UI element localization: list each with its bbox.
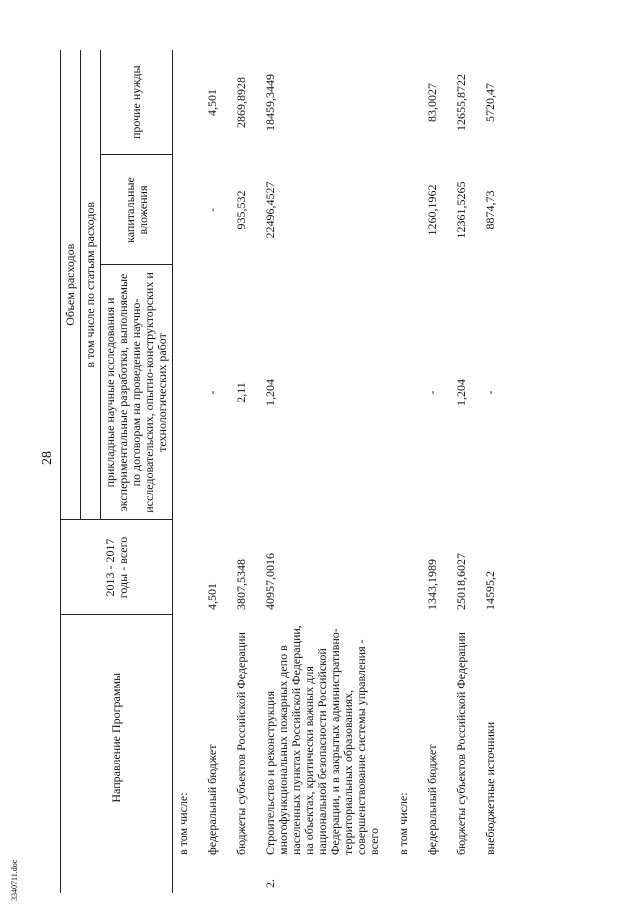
- row-direction: бюджеты субъектов Российской Федерации: [454, 632, 468, 855]
- row-total: 1343,1989: [425, 559, 439, 610]
- doc-id: 3340711.doc: [10, 859, 19, 901]
- table-row: [451, 50, 480, 893]
- row-direction: в том числе:: [396, 792, 410, 855]
- table-row: [480, 50, 509, 893]
- header-total: 2013 - 2017 годы - всего: [61, 520, 173, 615]
- row-total: 25018,6027: [454, 553, 468, 610]
- row-other: 83,0027: [425, 82, 439, 122]
- row-rnd: -: [205, 390, 219, 395]
- row-rnd: [173, 265, 203, 520]
- page-number: 28: [40, 451, 55, 465]
- row-rnd: -: [425, 390, 439, 395]
- row-other: 12655,8722: [454, 73, 468, 131]
- row-capital: 1260,1962: [425, 184, 439, 236]
- row-other: [173, 50, 203, 155]
- row-capital: -: [205, 208, 219, 212]
- row-capital: 935,532: [234, 190, 248, 230]
- table-row: [393, 50, 422, 893]
- table-row: [202, 50, 231, 893]
- table-row: [173, 50, 203, 893]
- table-row: [231, 50, 260, 893]
- row-number: [422, 860, 451, 893]
- row-number: [202, 860, 231, 893]
- row-capital: 12361,5265: [454, 181, 468, 239]
- header-capital: капитальные вложения: [101, 155, 173, 265]
- row-total: 40957,0016: [263, 553, 277, 610]
- expenditure-table: [60, 50, 509, 893]
- row-number: [451, 860, 480, 893]
- row-other: 18459,3449: [263, 73, 277, 131]
- row-total: 3807,5348: [234, 559, 248, 610]
- row-total: [393, 520, 422, 615]
- row-capital: 22496,4527: [263, 181, 277, 239]
- row-direction: внебюджетные источники: [483, 721, 497, 855]
- row-capital: [393, 155, 422, 265]
- row-rnd: 2,11: [234, 382, 248, 403]
- row-number: [393, 860, 422, 893]
- header-volume: Объем расходов: [61, 50, 81, 520]
- row-other: 4,501: [205, 88, 219, 116]
- row-total: 4,501: [205, 583, 219, 610]
- header-other: прочие нужды: [101, 50, 173, 155]
- row-capital: [173, 155, 203, 265]
- row-total: 14595,2: [483, 571, 497, 610]
- row-direction: Строительство и реконструкция многофункциональных пожарных депо в населенных пунктах Российской Федерации, на объектах, критически важных для национальной безопасности Российской Федерации, и в закрытых административно-территориальных образованиях, совершенствование системы управления - всего: [263, 625, 381, 855]
- row-rnd: -: [483, 390, 497, 395]
- header-by-article: в том числе по статьям расходов: [81, 50, 101, 520]
- row-rnd: [393, 265, 422, 520]
- row-direction: федеральный бюджет: [205, 744, 219, 855]
- table-row: [260, 50, 393, 893]
- row-other: 2869,8928: [234, 76, 248, 128]
- row-other: [393, 50, 422, 155]
- row-rnd: 1,204: [263, 379, 277, 406]
- header-rnd: прикладные научные исследования и экспериментальные разработки, выполняемые по договорам на проведение научно-исследовательских, опытно-конструкторских и технологических работ: [101, 265, 173, 520]
- row-number: [480, 860, 509, 893]
- table-row: [422, 50, 451, 893]
- row-total: [173, 520, 203, 615]
- row-direction: федеральный бюджет: [425, 744, 439, 855]
- header-direction: Направление Программы: [61, 615, 173, 860]
- row-direction: в том числе:: [176, 792, 190, 855]
- row-number: [231, 860, 260, 893]
- row-direction: бюджеты субъектов Российской Федерации: [234, 632, 248, 855]
- row-rnd: 1,204: [454, 379, 468, 406]
- row-other: 5720,47: [483, 82, 497, 122]
- row-number: [173, 860, 203, 893]
- row-capital: 8874,73: [483, 190, 497, 230]
- row-number: 2.: [263, 879, 277, 888]
